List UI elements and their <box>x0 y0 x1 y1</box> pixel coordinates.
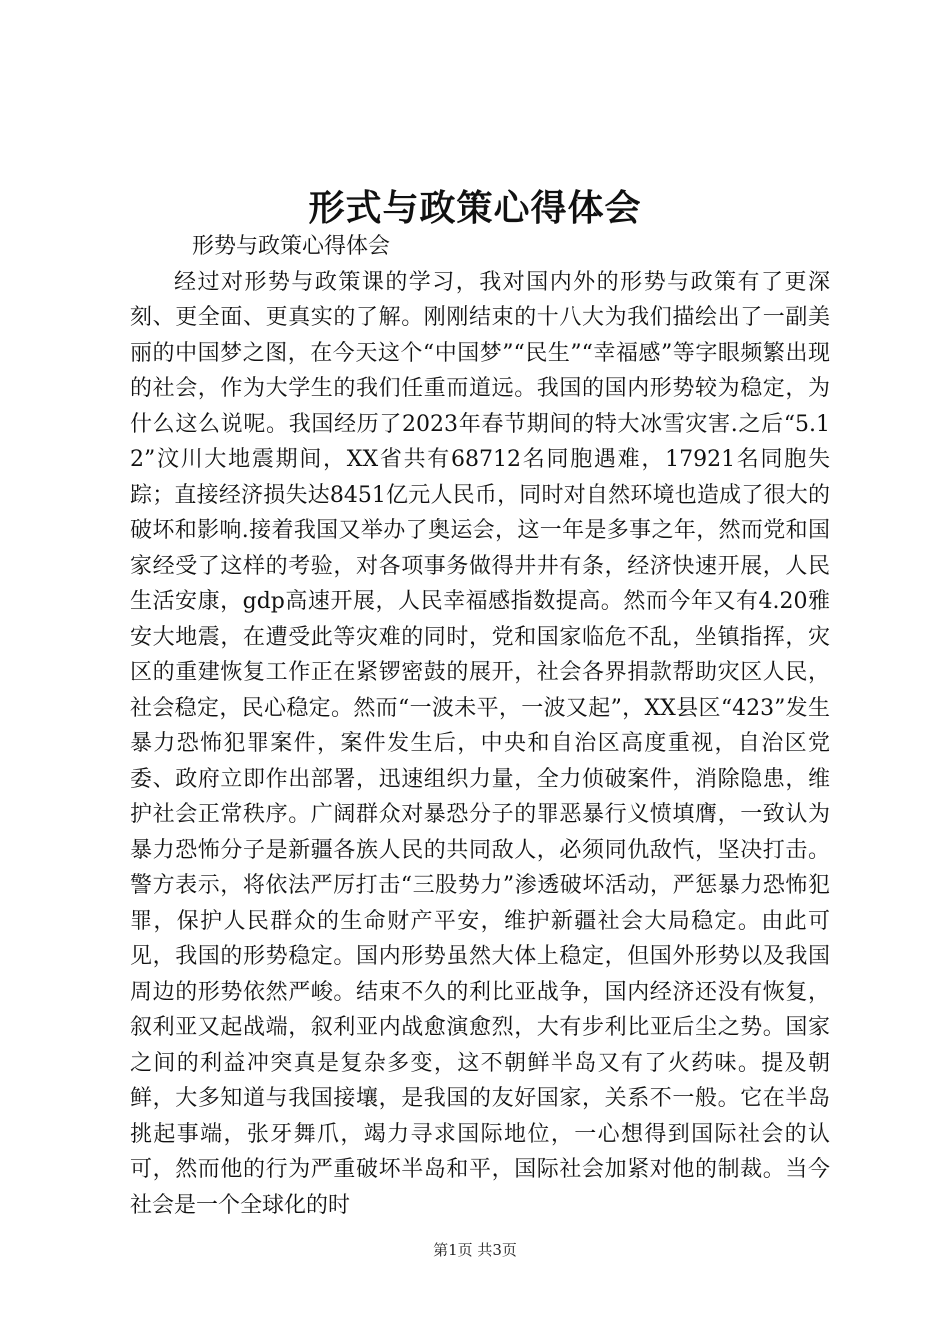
document-subtitle: 形势与政策心得体会 <box>192 234 391 259</box>
page-footer: 第1页 共3页 <box>433 1241 517 1259</box>
document-title: 形式与政策心得体会 <box>308 187 642 229</box>
document-body <box>130 229 830 1223</box>
body-paragraph: 经过对形势与政策课的学习，我对国内外的形势与政策有了更深刻、更全面、更真实的了解。刚刚结束的十八大为我们描绘出了一副美丽的中国梦之图，在今天这个“中国梦”“民生”“幸福感”等字眼频繁出现的社会，作为大学生的我们任重而道远。我国的国内形势较为稳定，为什么这么说呢。我国经历了2023年春节期间的特大冰雪灾害.之后“5.12”汶川大地震期间，XX省共有68712名同胞遇难，17921名同胞失踪；直接经济损失达8451亿元人民币，同时对自然环境也造成了很大的破坏和影响.接着我国又举办了奥运会，这一年是多事之年，然而党和国家经受了这样的考验，对各项事务做得井井有条，经济快速开展，人民生活安康，gdp高速开展，人民幸福感指数提高。然而今年又有4.20雅安大地震，在遭受此等灾难的同时，党和国家临危不乱，坐镇指挥，灾区的重建恢复工作正在紧锣密鼓的展开，社会各界捐款帮助灾区人民，社会稳定，民心稳定。然而“一波未平，一波又起”，XX县区“423”发生暴力恐怖犯罪案件，案件发生后，中央和自治区高度重视，自治区党委、政府立即作出部署，迅速组织力量，全力侦破案件，消除隐患，维护社会正常秩序。广阔群众对暴恐分子的罪恶暴行义愤填膺，一致认为暴力恐怖分子是新疆各族人民的共同敌人，必须同仇敌忾，坚决打击。警方表示，将依法严厉打击“三股势力”渗透破坏活动，严惩暴力恐怖犯罪，保护人民群众的生命财产平安，维护新疆社会大局稳定。由此可见，我国的形势稳定。国内形势虽然大体上稳定，但国外形势以及我国周边的形势依然严峻。结束不久的利比亚战争，国内经济还没有恢复，叙利亚又起战端，叙利亚内战愈演愈烈，大有步利比亚后尘之势。国家之间的利益冲突真是复杂多变，这不朝鲜半岛又有了火药味。提及朝鲜，大多知道与我国接壤，是我国的友好国家，关系不一般。它在半岛挑起事端，张牙舞爪，竭力寻求国际地位，一心想得到国际社会的认可，然而他的行为严重破坏半岛和平，国际社会加紧对他的制裁。当今社会是一个全球化的时 <box>130 269 830 1218</box>
